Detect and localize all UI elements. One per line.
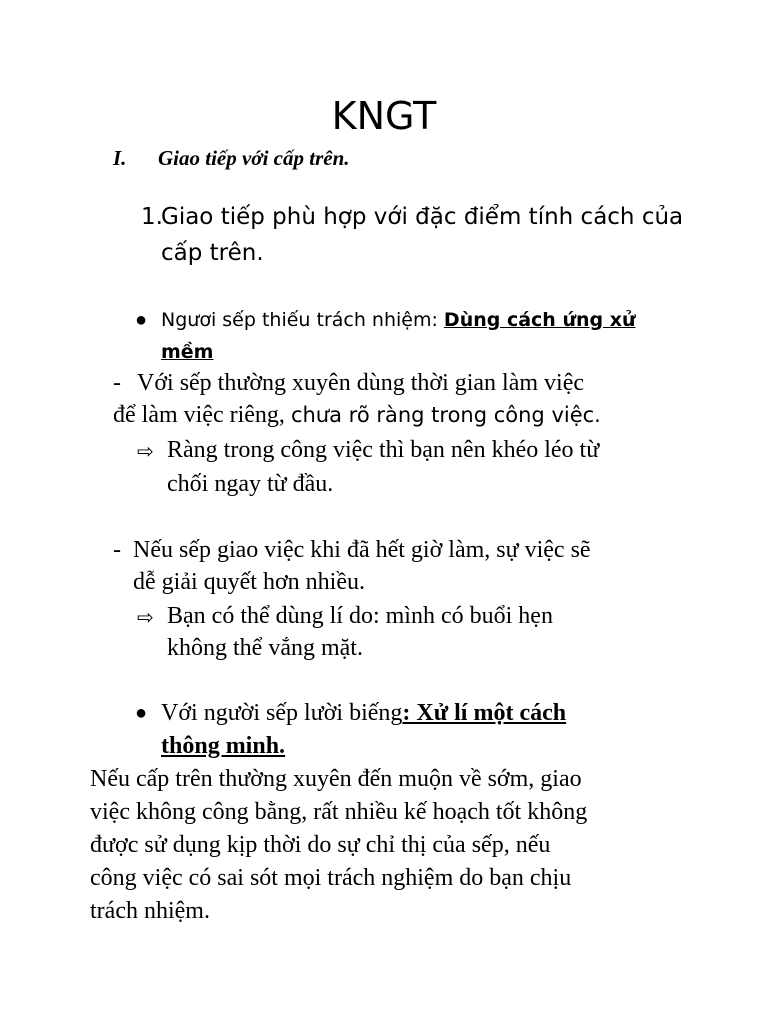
para-2-line2: dễ giải quyết hơn nhiều. [133, 569, 365, 595]
para-3-line3: được sử dụng kịp thời do sự chỉ thị của sếp, nếu [90, 832, 551, 858]
bullet-1-lead: Ngươi sếp thiếu trách nhiệm: [161, 309, 444, 331]
bullet-2-emphasis: : Xử lí một cách [402, 700, 567, 726]
para-1-line2 [113, 402, 601, 429]
para-1-line2-serif: để làm việc riêng, [113, 402, 291, 428]
para-1-line1: Với sếp thường xuyên dùng thời gian làm việc [137, 370, 585, 396]
para-3-line1: Nếu cấp trên thường xuyên đến muộn về sớm, giao [90, 766, 582, 792]
bullet-2-emphasis-cont: thông minh. [161, 733, 286, 759]
bullet-dot-icon: ● [135, 309, 148, 331]
arrow-2-line1: Bạn có thể dùng lí do: mình có buổi hẹn [167, 603, 553, 629]
arrow-1-line1: Ràng trong công việc thì bạn nên khéo léo từ [167, 437, 600, 463]
section-heading: Giao tiếp với cấp trên. [158, 146, 350, 170]
para-3-line2: việc không công bằng, rất nhiều kế hoạch tốt không [90, 799, 588, 825]
para-3-line4: công việc có sai sót mọi trách nghiệm do bạn chịu [90, 865, 572, 891]
bullet-2-lead: Với người sếp lười biếng [161, 700, 403, 726]
para-1-line2-sans: chưa rõ ràng trong công việc. [290, 403, 601, 427]
arrow-1-line2: chối ngay từ đầu. [167, 471, 334, 497]
bullet-1-line1 [161, 309, 636, 331]
section-numeral: I. [113, 146, 127, 170]
bullet-dot-icon: ● [135, 702, 148, 724]
bullet-1-emphasis-cont: mềm [161, 341, 214, 363]
arrow-right-icon: ⇨ [137, 607, 154, 629]
para-2-line1: Nếu sếp giao việc khi đã hết giờ làm, sự việc sẽ [133, 537, 591, 563]
dash-marker: - [113, 537, 121, 563]
bullet-2-line1 [161, 700, 566, 727]
dash-marker: - [113, 370, 121, 396]
arrow-2-line2: không thể vắng mặt. [167, 635, 363, 661]
subsection-number: 1. [141, 204, 163, 230]
subsection-heading-line2: cấp trên. [161, 240, 264, 266]
arrow-right-icon: ⇨ [137, 441, 154, 463]
para-3-line5: trách nhiệm. [90, 898, 210, 924]
subsection-heading-line1: Giao tiếp phù hợp với đặc điểm tính cách của [161, 204, 684, 230]
bullet-1-emphasis: Dùng cách ứng xử [443, 309, 636, 331]
document-title: KNGT [331, 94, 437, 138]
